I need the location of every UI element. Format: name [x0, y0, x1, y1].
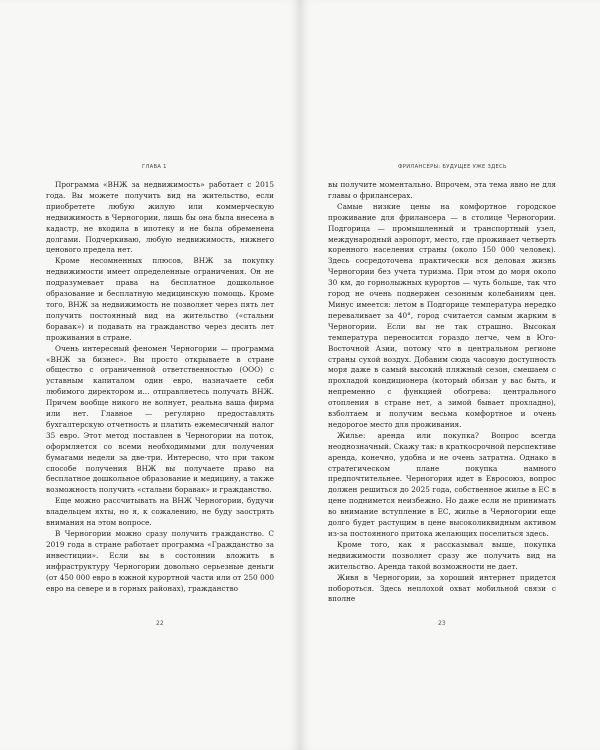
- page-body: [46, 180, 274, 594]
- running-head: ГЛАВА 1: [142, 164, 167, 170]
- paragraph: Еще можно рассчитывать на ВНЖ Черногории, будучи владельцем яхты, но я, к сожалению, не буду заострять внимания на этом вопросе.: [46, 496, 274, 528]
- paragraph: Самые низкие цены на комфортное городское проживание для фрилансера — в столице Черногории. Подгорица — промышленный и транспортный узел, международный аэропорт, место, где проживает четверть коренного населения страны (около 150 000 человек). Здесь сосредоточена практически вся деловая жизнь Черногории без учета туризма. При этом до моря около 30 км, до горнолыжных курортов — чуть больше, так что город не очень подвержен сезонным колебаниям цен. Минус имеется: летом в Подгорице температура нередко переваливает за 40°, город считается самым жарким в Черногории. Если вы не так страшно. Высокая температура переносится гораздо легче, чем в Юго-Восточной Азии, потому что в центральном регионе страны сухой воздух. Добавим сюда часовую доступность моря даже в самый высокий пляжный сезон, смешаем с прохладой кондиционера (который обязан у вас быть, и непременно с функцией обогрева: центрального отопления в стране нет, а зимой бывает прохладно), взболтаем и получим весьма комфортное и очень недорогое место для проживания.: [328, 201, 556, 429]
- page-body: [328, 180, 556, 605]
- right-page: [300, 0, 600, 750]
- paragraph: Кроме того, как я рассказывал выше, покупка недвижимости позволяет сразу же получить вид на жительство. Аренда такой возможности не дает.: [328, 539, 556, 571]
- running-head: ФРИЛАНСЕРЫ: БУДУЩЕЕ УЖЕ ЗДЕСЬ: [398, 164, 507, 170]
- paragraph: вы получите моментально. Впрочем, эта тема явно не для главы о фрилансерах.: [328, 180, 556, 200]
- paragraph: Программа «ВНЖ за недвижимость» работает с 2015 года. Вы можете получить вид на жительство, если приобретете любую жилую или коммерческую недвижимость в Черногории, лишь бы она была внесена в кадастр, не входила в ипотеку и не была обременена долгами. Подчеркиваю, любую недвижимость, нижнего ценового предела нет.: [46, 180, 274, 255]
- paragraph: Живя в Черногории, за хороший интернет придется побороться. Здесь неплохой охват мобильной связи с вполне: [328, 572, 556, 604]
- paragraph: Кроме несомненных плюсов, ВНЖ за покупку недвижимости имеет определенные ограничения. Он не подразумевает права на бесплатное дошкольное образование и бесплатную медицинскую помощь. Кроме того, ВНЖ за недвижимость не позволяет через пять лет получить постоянный вид на жительство («стальни боравак») и подавать на гражданство через десять лет проживания в стране.: [46, 256, 274, 342]
- paragraph: Жилье: аренда или покупка? Вопрос всегда неоднозначный. Скажу так: в краткосрочной перспективе аренда, конечно, удобна и не очень затратна. Однако в стратегическом плане покупка намного предпочтительнее. Черногория идет в Евросоюз, вопрос должен решиться до 2025 года, собственное жилье в ЕС в цене поднимется неизбежно. Но даже если не принимать во внимание вступление в ЕС, жилье в Черногории еще долго будет растущим в цене высоколиквидным активом из-за постоянного притока желающих поселиться здесь.: [328, 430, 556, 538]
- page-number: 23: [438, 620, 446, 627]
- paragraph: Очень интересный феномен Черногории — программа «ВНЖ за бизнес». Вы просто открываете в стране общество с ограниченной ответственностью (ООО) с уставным капиталом один евро, назначаете себя любимого директором и... отправляетесь получать ВНЖ. Причем вообще никого не волнует, реальна ваша фирма или нет. Главное — регулярно предоставлять бухгалтерскую отчетность и платить ежемесячный налог 35 евро. Этот метод поставлен в Черногории на поток, оформляется со всеми необходимыми для получения бумагами недели за две-три. Интересно, что при таком способе получения ВНЖ вы получаете право на бесплатное дошкольное образование и медицину, а также возможность получить «стальни боравак» и гражданство.: [46, 343, 274, 495]
- page-number: 22: [156, 620, 164, 627]
- paragraph: В Черногории можно сразу получить гражданство. С 2019 года в стране работает программа «Гражданство за инвестиции». Если вы в состоянии вложить в инфраструктуру Черногории довольно серьезные деньги (от 450 000 евро в южной курортной части или от 250 000 евро на севере и в горных районах), гражданство: [46, 529, 274, 593]
